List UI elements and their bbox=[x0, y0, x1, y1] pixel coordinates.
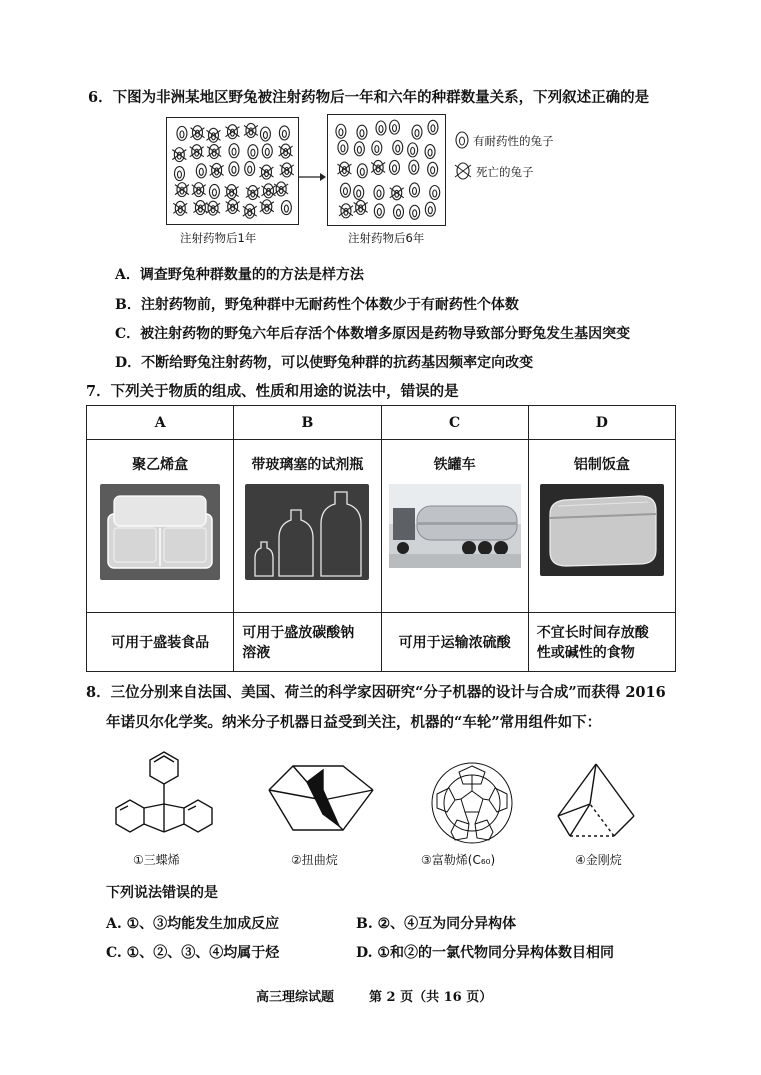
use-c bbox=[381, 613, 528, 672]
use-b bbox=[234, 613, 381, 672]
label-fullerene: ③富勒烯(C₆₀) bbox=[421, 853, 496, 867]
rabbits-resistant-scatter bbox=[328, 115, 445, 225]
q8-option-d: D. ①和②的一氯代物同分异构体数目相同 bbox=[356, 945, 614, 961]
legend-dead-label: 死亡的兔子 bbox=[476, 165, 534, 179]
cell-aluminum-lunchbox bbox=[528, 440, 675, 613]
col-header-d: D bbox=[528, 406, 675, 440]
arrow-right-icon bbox=[298, 168, 326, 187]
iron-tanker-photo bbox=[389, 484, 521, 568]
q8-option-b: B. ②、④互为同分异构体 bbox=[356, 916, 517, 932]
rabbit-population-year6 bbox=[327, 114, 446, 226]
q6-option-d: D．不断给野兔注射药物，可以使野兔种群的抗药基因频率定向改变 bbox=[115, 355, 534, 371]
twistane-structure bbox=[263, 760, 379, 850]
label-adamantane: ④金刚烷 bbox=[575, 853, 622, 867]
material-name: 铝制饭盒 bbox=[573, 457, 630, 473]
use-c-line1: 可用于运输浓硫酸 bbox=[398, 635, 511, 651]
q8-stem-line2: 年诺贝尔化学奖。纳米分子机器日益受到关注，机器的“车轮”常用组件如下： bbox=[106, 714, 602, 731]
q8-prompt: 下列说法错误的是 bbox=[106, 885, 218, 901]
rabbit-population-year1 bbox=[166, 117, 299, 225]
use-b-line2: 溶液 bbox=[242, 645, 271, 661]
use-a bbox=[87, 613, 234, 672]
label-twistane: ②扭曲烷 bbox=[291, 853, 338, 867]
rabbits-dead-scatter bbox=[167, 118, 298, 224]
polyethylene-box-photo bbox=[100, 484, 220, 580]
q6-option-c: C．被注射药物的野兔六年后存活个体数增多原因是药物导致部分野兔发生基因突变 bbox=[115, 326, 631, 342]
q8-stem-line1: 8．三位分别来自法国、美国、荷兰的科学家因研究“分子机器的设计与合成”而获得 2016 bbox=[86, 684, 666, 701]
q6-option-a: A．调查野兔种群数量的的方法是样方法 bbox=[115, 267, 364, 283]
legend-dead-icon bbox=[454, 162, 472, 184]
legend-resistant-label: 有耐药性的兔子 bbox=[473, 134, 554, 148]
material-name: 铁罐车 bbox=[433, 457, 476, 473]
use-a-line1: 可用于盛装食品 bbox=[111, 635, 210, 651]
legend-resistant-icon bbox=[454, 131, 470, 153]
cell-iron-tanker bbox=[381, 440, 528, 613]
q7-stem: 7．下列关于物质的组成、性质和用途的说法中，错误的是 bbox=[86, 383, 459, 400]
material-name: 带玻璃塞的试剂瓶 bbox=[251, 457, 364, 473]
q8-option-c: C. ①、②、③、④均属于烃 bbox=[106, 945, 280, 961]
q6-stem: 6．下图为非洲某地区野兔被注射药物后一年和六年的种群数量关系，下列叙述正确的是 bbox=[88, 89, 650, 106]
cell-polyethylene-box bbox=[87, 440, 234, 613]
col-header-c: C bbox=[381, 406, 528, 440]
col-header-a: A bbox=[87, 406, 234, 440]
q6-option-b: B．注射药物前，野兔种群中无耐药性个体数少于有耐药性个体数 bbox=[115, 297, 519, 313]
aluminum-lunchbox-photo bbox=[540, 484, 664, 576]
use-d-line2: 性或碱性的食物 bbox=[536, 645, 635, 661]
cell-reagent-bottle bbox=[234, 440, 381, 613]
triptycene-structure bbox=[104, 748, 222, 852]
caption-year6: 注射药物后6年 bbox=[348, 231, 425, 245]
footer-title: 高三理综试题 bbox=[256, 990, 335, 1005]
materials-table bbox=[86, 405, 676, 672]
caption-year1: 注射药物后1年 bbox=[180, 231, 257, 245]
adamantane-structure bbox=[550, 760, 640, 846]
label-triptycene: ①三蝶烯 bbox=[133, 853, 180, 867]
use-d-line1: 不宜长时间存放酸 bbox=[536, 625, 649, 641]
reagent-bottles-photo bbox=[245, 484, 369, 580]
q8-option-a: A. ①、③均能发生加成反应 bbox=[106, 916, 280, 932]
material-name: 聚乙烯盒 bbox=[132, 457, 189, 473]
use-b-line1: 可用于盛放碳酸钠 bbox=[242, 625, 355, 641]
footer-page: 第 2 页（共 16 页） bbox=[369, 990, 493, 1005]
col-header-b: B bbox=[234, 406, 381, 440]
use-d bbox=[528, 613, 675, 672]
fullerene-structure bbox=[427, 758, 517, 852]
